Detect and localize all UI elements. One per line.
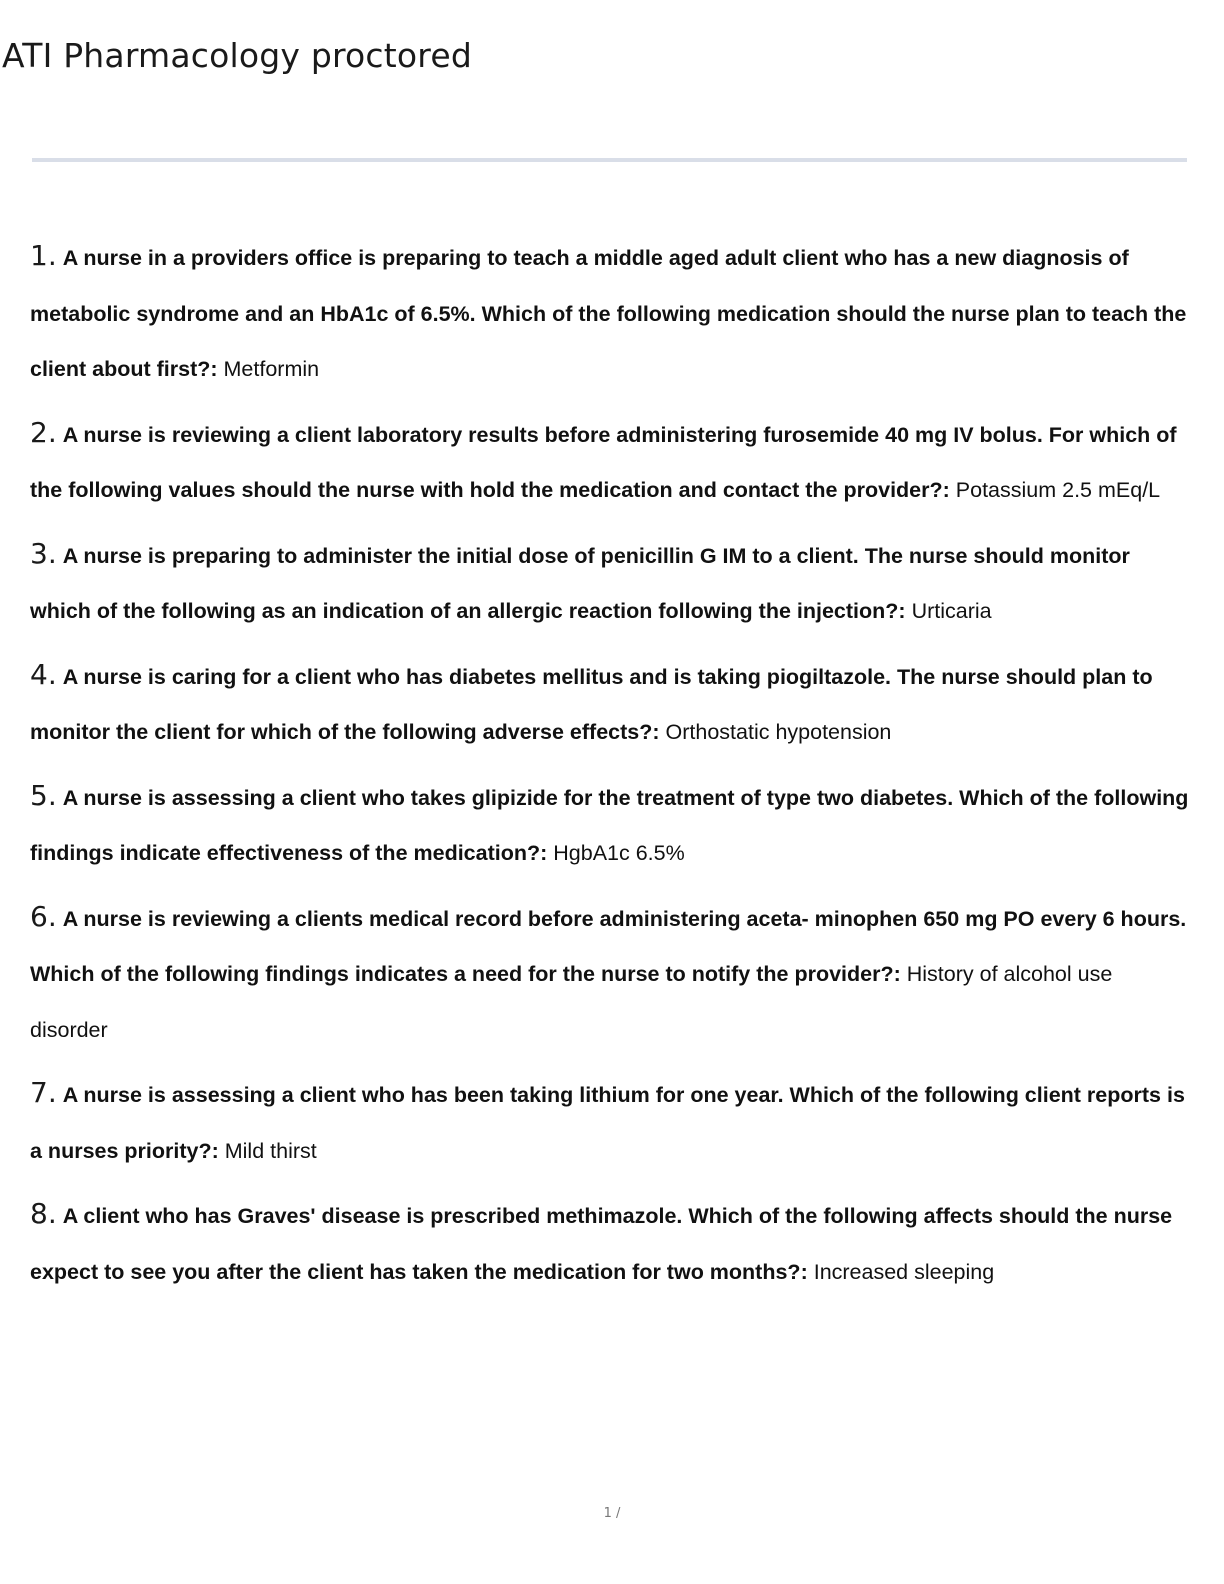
document-title: ATI Pharmacology proctored — [2, 36, 472, 75]
question-number: 6. — [30, 899, 57, 933]
question-number: 2. — [30, 415, 57, 449]
title-divider — [32, 158, 1187, 162]
answer-text: Metformin — [223, 357, 320, 381]
question-number: 4. — [30, 657, 57, 691]
question-item — [30, 405, 1190, 519]
answer-text: Urticaria — [911, 599, 992, 623]
question-number: 1. — [30, 239, 57, 272]
question-number: 3. — [30, 536, 57, 570]
question-list — [30, 228, 1190, 1307]
question-item — [30, 1186, 1190, 1300]
answer-text: Potassium 2.5 mEq/L — [955, 478, 1161, 502]
question-text: A nurse is reviewing a client laboratory results before administering furosemide 40 mg IV bolus. For which of the following values should the nurse with hold the medication and contact the provider?: — [30, 422, 1177, 502]
question-text: A nurse is reviewing a clients medical record before administering aceta- minophen 650 mg PO every 6 hours. Which of the following findings indicates a need for the nurse to notify the provider?: — [30, 906, 1187, 986]
question-number: 7. — [30, 1076, 57, 1109]
question-item — [30, 228, 1190, 398]
question-text: A nurse is assessing a client who takes glipizide for the treatment of type two diabetes. Which of the following findings indicate effectiveness of the medication?: — [30, 785, 1189, 865]
question-text: A client who has Graves' disease is prescribed methimazole. Which of the following affects should the nurse expect to see you after the client has taken the medication for two months?: — [30, 1204, 1173, 1284]
answer-text: History of alcohol use disorder — [30, 962, 1113, 1042]
question-item — [30, 1065, 1190, 1179]
question-item — [30, 526, 1190, 640]
question-item — [30, 647, 1190, 761]
question-number: 8. — [30, 1197, 57, 1230]
question-text: A nurse is caring for a client who has diabetes mellitus and is taking piogiltazole. The nurse should plan to monitor the client for which of the following adverse effects?: — [30, 664, 1153, 744]
question-item — [30, 768, 1190, 882]
answer-text: Orthostatic hypotension — [665, 720, 892, 744]
answer-text: Increased sleeping — [813, 1259, 995, 1284]
question-number: 5. — [30, 778, 57, 812]
question-item — [30, 889, 1190, 1059]
question-text: A nurse is preparing to administer the initial dose of penicillin G IM to a client. The nurse should monitor which of the following as an indication of an allergic reaction following the injection?: — [30, 543, 1130, 623]
answer-text: HgbA1c 6.5% — [553, 841, 685, 865]
page-number: 1 / — [603, 1506, 621, 1521]
answer-text: Mild thirst — [224, 1138, 317, 1163]
question-text: A nurse is assessing a client who has been taking lithium for one year. Which of the following client reports is a nurses priority?: — [30, 1083, 1185, 1163]
question-text: A nurse in a providers office is preparing to teach a middle aged adult client who has a new diagnosis of metabolic syndrome and an HbA1c of 6.5%. Which of the following medication should the nurse plan to teach the client about first?: — [30, 246, 1187, 381]
